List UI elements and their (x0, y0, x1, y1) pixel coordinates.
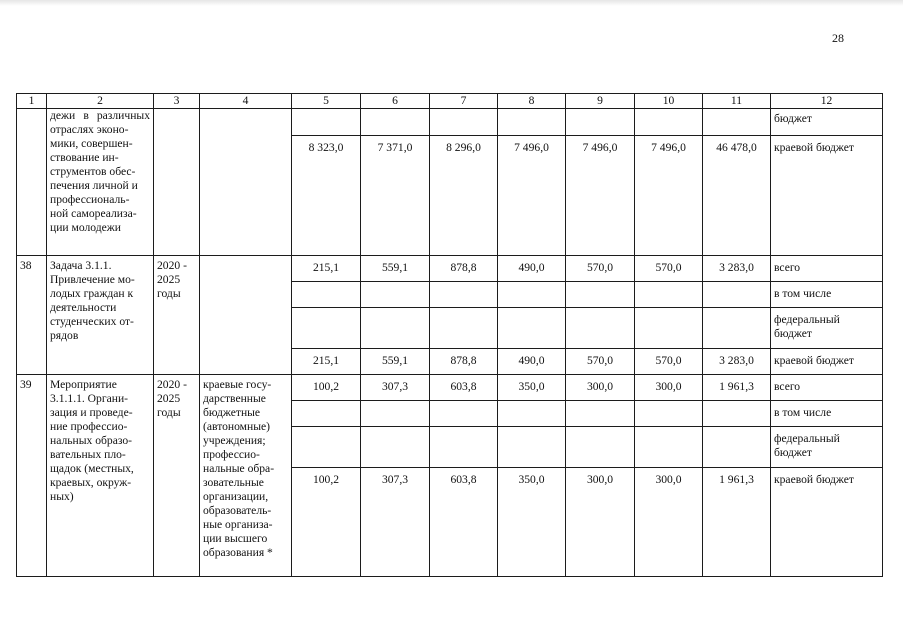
value-cell (635, 109, 703, 136)
value-cell: 307,3 (361, 375, 430, 401)
funding-source-cell (771, 308, 883, 349)
value-cell: 100,2 (292, 468, 361, 577)
item-name: дежи в различных отраслях эконо- мики, совершен- ствование ин- струментов обес- печения личной и профессиональ- ной самореализа- ции молодежи (50, 109, 150, 234)
total-cell (703, 282, 771, 308)
total-cell: 1 961,3 (703, 468, 771, 577)
value-cell: 878,8 (430, 256, 498, 282)
total-cell (703, 308, 771, 349)
executor-cell (200, 375, 292, 577)
value-cell: 307,3 (361, 468, 430, 577)
total-cell (703, 427, 771, 468)
column-header: 6 (361, 94, 430, 109)
value-cell: 570,0 (635, 349, 703, 375)
item-name: Мероприятие 3.1.1.1. Органи- зация и проведе- ние профессио- нальных образо- вательных пло- щадок (местных, краевых, окруж- ных) (50, 378, 134, 503)
value-cell: 490,0 (498, 349, 566, 375)
value-cell (635, 427, 703, 468)
value-cell (635, 282, 703, 308)
funding-source-cell: краевой бюджет (771, 349, 883, 375)
value-cell (566, 427, 635, 468)
value-cell: 215,1 (292, 349, 361, 375)
total-cell: 3 283,0 (703, 256, 771, 282)
row-number-cell: 38 (17, 256, 47, 375)
value-cell (430, 282, 498, 308)
period: 2020 - 2025 годы (157, 259, 187, 300)
total-cell: 3 283,0 (703, 349, 771, 375)
column-header: 9 (566, 94, 635, 109)
value-cell (361, 308, 430, 349)
value-cell (292, 427, 361, 468)
value-cell (292, 109, 361, 136)
funding-source-cell: в том числе (771, 282, 883, 308)
value-cell: 100,2 (292, 375, 361, 401)
funding-source: федеральный бюджет (774, 313, 840, 340)
value-cell (566, 109, 635, 136)
value-cell: 215,1 (292, 256, 361, 282)
executor: краевые госу- дарственные бюджетные (автономные) учреждения; профессио- нальные обра- зовательные организации, образователь- ные организа- ции высшего образования * (203, 378, 275, 559)
value-cell: 603,8 (430, 375, 498, 401)
funding-source-cell: в том числе (771, 401, 883, 427)
column-header: 4 (200, 94, 292, 109)
funding-source-cell: бюджет (771, 109, 883, 136)
item-name-cell (47, 375, 154, 577)
column-header: 12 (771, 94, 883, 109)
total-cell: 46 478,0 (703, 136, 771, 256)
value-cell (566, 308, 635, 349)
funding-source-cell (771, 427, 883, 468)
funding-source: федеральный бюджет (774, 432, 840, 459)
item-name: Задача 3.1.1. Привлечение мо- лодых граждан к деятельности студенческих от- рядов (50, 259, 135, 342)
value-cell (498, 308, 566, 349)
executor-cell (200, 256, 292, 375)
value-cell (498, 401, 566, 427)
column-header: 10 (635, 94, 703, 109)
value-cell (635, 308, 703, 349)
item-name-cell (47, 256, 154, 375)
column-header: 2 (47, 94, 154, 109)
value-cell (292, 308, 361, 349)
executor-cell (200, 109, 292, 256)
value-cell (566, 282, 635, 308)
value-cell: 7 496,0 (635, 136, 703, 256)
value-cell: 350,0 (498, 468, 566, 577)
funding-source-cell: краевой бюджет (771, 468, 883, 577)
table-header-row (17, 94, 883, 109)
value-cell: 490,0 (498, 256, 566, 282)
value-cell (361, 282, 430, 308)
funding-source-cell: краевой бюджет (771, 136, 883, 256)
value-cell (498, 109, 566, 136)
value-cell: 7 371,0 (361, 136, 430, 256)
funding-source-cell: всего (771, 256, 883, 282)
value-cell (430, 308, 498, 349)
budget-table (16, 93, 883, 577)
value-cell: 559,1 (361, 256, 430, 282)
value-cell: 603,8 (430, 468, 498, 577)
page-number: 28 (832, 31, 844, 45)
value-cell (361, 427, 430, 468)
table-row (17, 256, 883, 282)
row-number-cell: 39 (17, 375, 47, 577)
value-cell: 878,8 (430, 349, 498, 375)
value-cell: 8 323,0 (292, 136, 361, 256)
period-cell (154, 375, 200, 577)
period: 2020 - 2025 годы (157, 378, 187, 419)
value-cell: 300,0 (635, 375, 703, 401)
value-cell: 7 496,0 (566, 136, 635, 256)
column-header: 8 (498, 94, 566, 109)
value-cell (430, 427, 498, 468)
value-cell (498, 282, 566, 308)
value-cell (292, 401, 361, 427)
value-cell: 570,0 (566, 256, 635, 282)
value-cell: 350,0 (498, 375, 566, 401)
value-cell: 8 296,0 (430, 136, 498, 256)
value-cell: 559,1 (361, 349, 430, 375)
value-cell (292, 282, 361, 308)
value-cell (498, 427, 566, 468)
value-cell (430, 401, 498, 427)
total-cell (703, 109, 771, 136)
column-header: 11 (703, 94, 771, 109)
period-cell (154, 256, 200, 375)
column-header: 1 (17, 94, 47, 109)
item-name-cell (47, 109, 154, 256)
scan-edge (0, 0, 903, 6)
value-cell: 300,0 (566, 468, 635, 577)
value-cell: 7 496,0 (498, 136, 566, 256)
value-cell: 300,0 (635, 468, 703, 577)
value-cell (430, 109, 498, 136)
total-cell (703, 401, 771, 427)
column-header: 7 (430, 94, 498, 109)
value-cell: 570,0 (566, 349, 635, 375)
value-cell: 300,0 (566, 375, 635, 401)
value-cell (361, 109, 430, 136)
value-cell: 570,0 (635, 256, 703, 282)
table-row (17, 109, 883, 136)
period-cell (154, 109, 200, 256)
total-cell: 1 961,3 (703, 375, 771, 401)
funding-source-cell: всего (771, 375, 883, 401)
value-cell (566, 401, 635, 427)
value-cell (361, 401, 430, 427)
column-header: 5 (292, 94, 361, 109)
row-number-cell (17, 109, 47, 256)
column-header: 3 (154, 94, 200, 109)
table-row (17, 375, 883, 401)
value-cell (635, 401, 703, 427)
